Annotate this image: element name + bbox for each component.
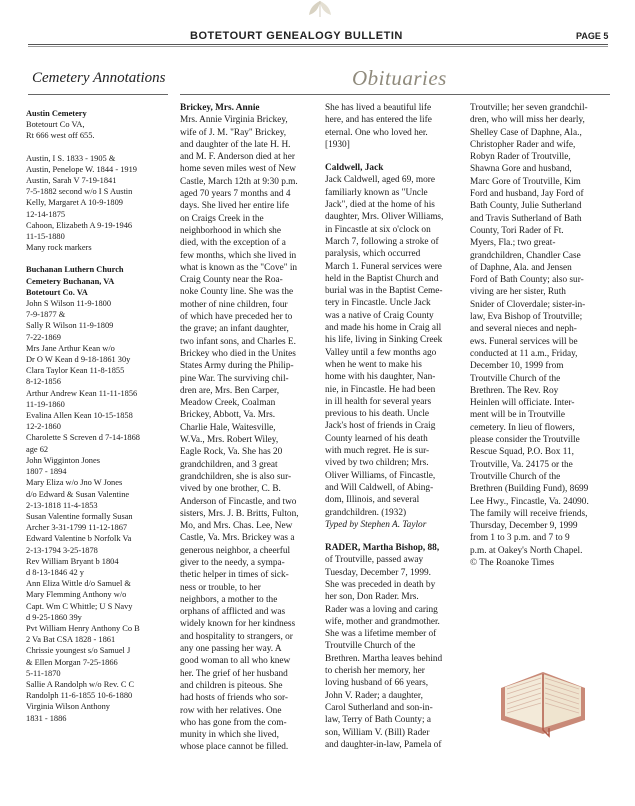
obituaries-section-title: Obituaries	[352, 66, 447, 90]
text-line: © The Roanoke Times	[470, 557, 555, 568]
page-header	[0, 0, 635, 52]
text-line: Mrs. Annie Virginia Brickey,	[180, 115, 288, 126]
text-line: Castle, March 12th at 9:30 p.m.	[180, 176, 298, 187]
text-line: here, and has entered the life	[325, 115, 432, 126]
text-line: Eagle Rock, Va. She has 20	[180, 447, 283, 458]
text-line: neighborhood in which she	[180, 225, 281, 236]
text-line: She was a lifetime member of	[325, 629, 437, 640]
entry-heading: Caldwell, Jack	[325, 163, 384, 174]
text-line: Brethren. The Rev. Roy	[470, 385, 559, 396]
text-line: familiarly known as "Uncle	[325, 187, 428, 198]
text-line: in ill health for several years	[325, 396, 432, 407]
cemetery-block	[26, 264, 174, 723]
obituaries-column-3	[470, 102, 610, 569]
text-line: mother of nine children, four	[180, 299, 288, 310]
text-line: eternal. One who loved her.	[325, 127, 428, 138]
text-line: grandchildren, she is also sur-	[180, 471, 292, 482]
text-line: days. She lived her entire life	[180, 201, 289, 212]
text-line: Rev William Bryant b 1804	[26, 556, 119, 566]
text-line: on Craigs Creek in the	[180, 213, 264, 224]
text-line: Ann Eliza Wittle d/o Samuel &	[26, 579, 131, 589]
text-line: March 1. Funeral services were	[325, 261, 442, 272]
text-line: Many rock markers	[26, 243, 92, 253]
text-line: vived by two children; Mrs.	[325, 458, 429, 469]
text-line: her. The grief of her husband	[180, 668, 288, 679]
text-line: Oliver Williams, of Fincastle,	[325, 470, 436, 481]
entry-heading: Austin Cemetery	[26, 109, 87, 118]
text-line: widely known for her kindness	[180, 619, 296, 630]
text-line: pine War. The surviving chil-	[180, 373, 289, 384]
text-line: any one passing her way. A	[180, 644, 282, 655]
text-line: and daughter-in-law, Pamela of	[325, 739, 442, 750]
text-line: 2 Va Bat CSA 1828 - 1861	[26, 635, 116, 645]
text-line: of Troutville, passed away	[325, 555, 424, 566]
text-line: 7-5-1882 second w/o I S Austin	[26, 187, 133, 197]
entry-heading: Botetourt Co. VA	[26, 287, 88, 297]
cemetery-section-title: Cemetery Annotations	[32, 70, 166, 86]
text-line: Rader was a loving and caring	[325, 604, 438, 615]
text-line: when he went to make his	[325, 359, 422, 370]
text-line: Thursday, December 9, 1999	[470, 521, 578, 532]
text-line: grandchildren. (1932)	[325, 507, 407, 518]
text-line: Anderson of Fincastle, and two	[180, 496, 297, 507]
text-line: two infant sons, and Charles E.	[180, 336, 296, 347]
text-line: Castle, Va. Mrs. Brickey was a	[180, 533, 295, 544]
obituaries-column-1	[180, 102, 317, 754]
text-line: 11-15-1880	[26, 232, 65, 242]
text-line: ews. Funeral services will be	[470, 336, 578, 347]
text-line: please consider the Troutville	[470, 435, 580, 446]
text-line: Austin, Penelope W. 1844 - 1919	[26, 164, 137, 174]
text-line: Capt. Wm C Whittle; U S Navy	[26, 601, 133, 611]
text-line: d 9-25-1860 39y	[26, 612, 82, 622]
text-line: 8-12-1856	[26, 377, 61, 387]
text-line: Clara Taylor Kean 11-8-1855	[26, 366, 125, 376]
text-line: p.m. at Oakey's North Chapel.	[470, 545, 583, 556]
text-line: and several nieces and neph-	[470, 324, 577, 335]
text-line: loving husband of 66 years,	[325, 678, 429, 689]
text-line: from 1 to 3 p.m. and 7 to 9	[470, 533, 570, 544]
text-line: Ford and husband, Jay Ford of	[470, 189, 584, 200]
text-line: 11-19-1860	[26, 399, 65, 409]
text-line: grandchildren, and 3 great	[180, 459, 278, 470]
text-line: W.Va., Mrs. Robert Wiley,	[180, 435, 279, 446]
text-line: Austin, I S. 1833 - 1905 &	[26, 153, 116, 163]
text-line: States Army during the Philip-	[180, 361, 294, 372]
text-line: John Wigginton Jones	[26, 455, 100, 465]
text-line: Craig County near the Roa-	[180, 275, 283, 286]
text-line: Rt 666 west off 655.	[26, 131, 95, 141]
text-line: Virginia Wilson Anthony	[26, 702, 110, 712]
entry-heading: Buchanan Luthern Church	[26, 265, 124, 275]
text-line: Mary Eliza w/o Jno W Jones	[26, 478, 123, 488]
text-line: Robyn Rader of Troutville,	[470, 152, 571, 163]
text-line: John S Wilson 11-9-1800	[26, 299, 112, 309]
text-line: and hospitality to strangers, or	[180, 631, 293, 642]
text-line: and made his home in Craig all	[325, 323, 442, 334]
text-line: 2-13-1818 11-4-1853	[26, 500, 98, 510]
text-line: Sallie A Randolph w/o Rev. C C	[26, 679, 135, 689]
text-line: December 10, 1999 from	[470, 361, 564, 372]
text-line: Brethren (Building Fund), 8699	[470, 484, 589, 495]
text-line: Snider of Cloverdale; sister-in-	[470, 299, 586, 310]
text-line: noke County line. She was the	[180, 287, 294, 298]
text-line: Edward Valentine b Norfolk Va	[26, 534, 132, 544]
text-line: and Will Caldwell, of Abing-	[325, 482, 434, 493]
text-line: to cherish her memory, her	[325, 666, 425, 677]
text-line: Troutville Church of the	[470, 373, 561, 384]
text-line: grandchildren, Chandler Case	[470, 250, 581, 261]
text-line: Arthur Andrew Kean 11-11-1856	[26, 388, 138, 398]
block-gap	[26, 142, 174, 153]
text-line: of which have preceded her to	[180, 312, 293, 323]
header-divider	[28, 44, 608, 45]
text-line: her son, Don Rader. Mrs.	[325, 592, 419, 603]
text-line: dren are, Mrs. Ben Carper,	[180, 385, 280, 396]
text-line: 7-22-1869	[26, 332, 61, 342]
text-line: who has gone from the com-	[180, 717, 287, 728]
text-line: 12-14-1875	[26, 209, 66, 219]
text-line: Meadow Creek, Coalman	[180, 398, 276, 409]
text-line: Ford of Bath County; also sur-	[470, 275, 584, 286]
text-line: 1831 - 1886	[26, 713, 67, 723]
text-line: Troutville, Va. 24175 or the	[470, 459, 573, 470]
text-line: Randolph 11-6-1855 10-6-1880	[26, 691, 133, 701]
text-line: sisters, Mrs. J. B. Britts, Fulton,	[180, 508, 299, 519]
text-line: home seven miles west of New	[180, 164, 296, 175]
text-line: She has lived a beautiful life	[325, 103, 432, 113]
text-line: ness or trouble, to her	[180, 582, 261, 593]
text-line: Valley until a few months ago	[325, 347, 437, 358]
text-line: previous to his death. Uncle	[325, 409, 430, 420]
text-line: viving are her sister, Ruth	[470, 287, 566, 298]
text-line: row with her relatives. One	[180, 705, 282, 716]
text-line: Susan Valentine formally Susan	[26, 511, 133, 521]
text-line: Austin, Sarah V 7-19-1841	[26, 176, 117, 186]
text-line: his life, living in Sinking Creek	[325, 335, 443, 346]
text-line: Kelly, Margaret A 10-9-1809	[26, 198, 123, 208]
text-line: Troutville Church of the	[325, 641, 416, 652]
text-line: held in the Baptist Church and	[325, 273, 439, 284]
text-line: Jack Caldwell, aged 69, more	[325, 175, 435, 186]
text-line: Mrs Jane Arthur Kean w/o	[26, 343, 115, 353]
text-line: 7-9-1877 &	[26, 310, 66, 320]
text-line: Jack's host of friends in Craig	[325, 421, 436, 432]
text-line: munity in which she lived,	[180, 730, 279, 741]
open-book-icon	[493, 658, 593, 738]
text-line: ment will be in Troutville	[470, 410, 566, 421]
text-line: orphans of afflicted and was	[180, 607, 286, 618]
header-divider-thin	[28, 46, 608, 47]
block-gap	[26, 253, 174, 264]
text-line: Tuesday, December 7, 1999.	[325, 567, 431, 578]
text-line: Evalina Allen Kean 10-15-1858	[26, 411, 133, 421]
text-line: County learned of his death	[325, 433, 428, 444]
text-line: law, Eva Bishop of Troutville;	[470, 312, 583, 323]
obituaries-column-2	[325, 102, 462, 751]
text-line: John V. Rader; a daughter,	[325, 690, 423, 701]
text-line: Heinlen will officiate. Inter-	[470, 398, 575, 409]
text-line: in Fincastle at six o'clock on	[325, 224, 431, 235]
text-line: and daughter of the late H. H.	[180, 139, 291, 150]
text-line: and M. F. Anderson died at her	[180, 152, 295, 163]
text-line: Troutville; her seven grandchil-	[470, 103, 588, 113]
text-line: Lee Hwy., Fincastle, Va. 24090.	[470, 496, 589, 507]
text-line: Rescue Squad, P.O. Box 11,	[470, 447, 574, 458]
text-line: Christopher Rader and wife,	[470, 139, 576, 150]
text-line: Brethren. Martha leaves behind	[325, 653, 443, 664]
text-line: Brickey, Abbott, Va. Mrs.	[180, 410, 276, 421]
text-line: Marc Gore of Troutville, Kim	[470, 176, 581, 187]
text-line: the grave; an infant daughter,	[180, 324, 289, 335]
text-line: Myers, Fla.; two great-	[470, 238, 556, 249]
text-line: Charlie Hale, Waitesville,	[180, 422, 276, 433]
text-line: Typed by Stephen A. Taylor	[325, 519, 427, 530]
text-line: law, Terry of Bath County; a	[325, 715, 431, 726]
text-line: dren, who will miss her dearly,	[470, 115, 585, 126]
text-line: and children is piteous. She	[180, 680, 283, 691]
text-line: Botetourt Co VA,	[26, 120, 85, 130]
text-line: cemetery. In lieu of flowers,	[470, 422, 575, 433]
entry-heading: Brickey, Mrs. Annie	[180, 103, 260, 113]
text-line: burial was in the Baptist Ceme-	[325, 286, 443, 297]
text-line: of Daphne, Ala. and Jensen	[470, 262, 572, 273]
text-line: home with his daughter, Nan-	[325, 372, 436, 383]
text-line: what is known as the "Cove" in	[180, 262, 298, 273]
text-line: 5-11-1870	[26, 668, 61, 678]
text-line: aged 70 years 7 months and 4	[180, 189, 291, 200]
text-line: Bath County, Julie Sutherland	[470, 201, 582, 212]
text-line: Mary Flemming Anthony w/o	[26, 590, 127, 600]
text-line: generous neighbor, a cheerful	[180, 545, 291, 556]
text-line: was a native of Craig County	[325, 310, 434, 321]
text-line: & Ellen Morgan 7-25-1866	[26, 657, 118, 667]
text-line: Mo, and Mrs. Chas. Lee, New	[180, 521, 293, 532]
bulletin-title: BOTETOURT GENEALOGY BULLETIN	[190, 30, 403, 42]
page-number: PAGE 5	[576, 31, 609, 41]
text-line: Brickey who died in the Unites	[180, 348, 296, 359]
text-line: with much regret. He is sur-	[325, 446, 430, 457]
entry-heading: Cemetery Buchanan, VA	[26, 276, 115, 286]
text-line: son, William V. (Bill) Rader	[325, 727, 430, 738]
text-line: paralysis, which occurred	[325, 249, 421, 260]
paragraph-gap	[325, 151, 462, 162]
text-line: thetic helper in times of sick-	[180, 570, 289, 581]
leaf-ornament-icon	[300, 0, 340, 18]
text-line: 12-2-1860	[26, 422, 61, 432]
text-line: Shawna Gore and husband,	[470, 164, 572, 175]
text-line: age 62	[26, 444, 49, 454]
paragraph-gap	[325, 531, 462, 542]
text-line: vived by one brother, C. B.	[180, 484, 281, 495]
text-line: Chrissie youngest s/o Samuel J	[26, 646, 131, 656]
text-line: Archer 3-31-1799 11-12-1867	[26, 523, 128, 533]
text-line: March 7, following a stroke of	[325, 236, 439, 247]
text-line: Sally R Wilson 11-9-1809	[26, 321, 114, 331]
text-line: d 8-13-1846 42 y	[26, 567, 84, 577]
text-line: 1807 - 1894	[26, 467, 67, 477]
cemetery-block	[26, 108, 174, 142]
text-line: neighbors, a mother to the	[180, 594, 278, 605]
right-section-divider	[180, 94, 610, 95]
text-line: She was preceded in death by	[325, 579, 436, 590]
text-line: Jack", died at the home of his	[325, 200, 435, 211]
text-line: giver to the needy, a sympa-	[180, 557, 285, 568]
text-line: wife of J. M. "Ray" Brickey,	[180, 127, 287, 138]
text-line: good woman to all who knew	[180, 656, 291, 667]
entry-heading: RADER, Martha Bishop, 88,	[325, 543, 440, 554]
text-line: Cahoon, Elizabeth A 9-19-1946	[26, 220, 133, 230]
text-line: and Travis Sutherland of Bath	[470, 213, 582, 224]
text-line: few months, which she lived in	[180, 250, 297, 261]
left-section-divider	[28, 94, 168, 95]
text-line: d/o Edward & Susan Valentine	[26, 489, 130, 499]
text-line: died, with the exception of a	[180, 238, 286, 249]
text-line: dom, Illinois, and several	[325, 495, 420, 506]
cemetery-block	[26, 153, 174, 254]
text-line: whose place cannot be filled.	[180, 742, 289, 753]
text-line: nie, in Fincastle. He had been	[325, 384, 436, 395]
text-line: wife, mother and grandmother.	[325, 616, 440, 627]
text-line: Troutville Church of the	[470, 471, 561, 482]
text-line: had hosts of friends who sor-	[180, 693, 289, 704]
text-line: County, Tori Rader of Ft.	[470, 225, 564, 236]
text-line: conducted at 11 a.m., Friday,	[470, 348, 578, 359]
text-line: Dr O W Kean d 9-18-1861 30y	[26, 355, 131, 365]
text-line: The family will receive friends,	[470, 508, 588, 519]
text-line: Charolette S Screven d 7-14-1868	[26, 433, 140, 443]
text-line: Shelley Case of Daphne, Ala.,	[470, 127, 582, 138]
cemetery-annotations-column	[26, 108, 174, 724]
text-line: [1930]	[325, 139, 350, 150]
text-line: Carol Sutherland and son-in-	[325, 702, 433, 713]
text-line: Pvt William Henry Anthony Co B	[26, 623, 140, 633]
text-line: 2-13-1794 3-25-1878	[26, 545, 98, 555]
text-line: daughter, Mrs. Oliver Williams,	[325, 212, 444, 223]
text-line: tery in Fincastle. Uncle Jack	[325, 298, 431, 309]
